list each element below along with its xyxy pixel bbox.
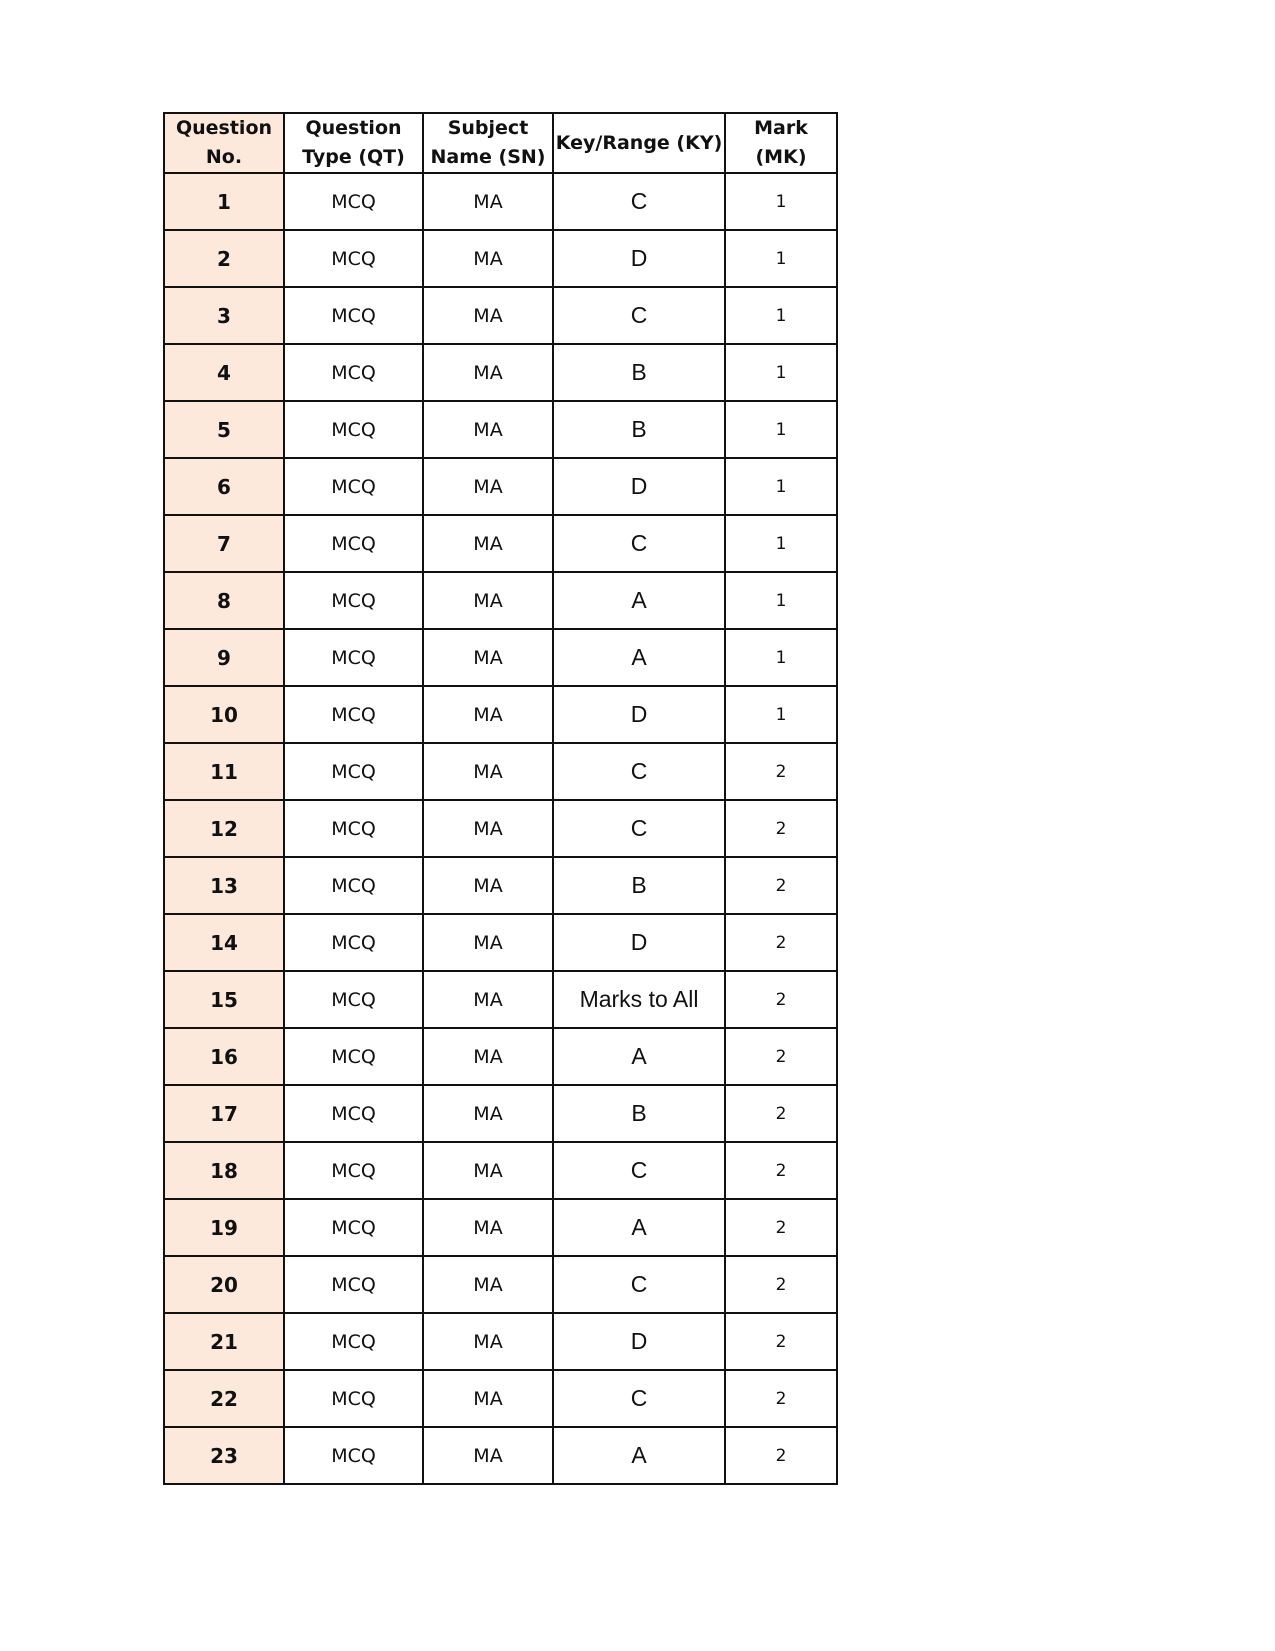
mark-cell: 2	[725, 1427, 837, 1484]
table-row	[164, 1028, 837, 1085]
mark-cell: 2	[725, 971, 837, 1028]
mark-cell: 1	[725, 686, 837, 743]
question-type-cell: MCQ	[284, 230, 423, 287]
question-type-cell: MCQ	[284, 1370, 423, 1427]
key-range-cell: D	[553, 1313, 725, 1370]
key-range-cell: C	[553, 1370, 725, 1427]
mark-cell: 2	[725, 1313, 837, 1370]
table-row	[164, 1142, 837, 1199]
mark-cell: 2	[725, 1199, 837, 1256]
question-no-cell: 4	[164, 344, 284, 401]
table-row	[164, 287, 837, 344]
table-row	[164, 1199, 837, 1256]
key-range-cell: D	[553, 686, 725, 743]
mark-cell: 2	[725, 800, 837, 857]
subject-name-cell: MA	[423, 1256, 553, 1313]
mark-cell: 2	[725, 1142, 837, 1199]
key-range-cell: B	[553, 344, 725, 401]
mark-cell: 2	[725, 1370, 837, 1427]
question-no-cell: 9	[164, 629, 284, 686]
key-range-cell: C	[553, 1256, 725, 1313]
table-row	[164, 743, 837, 800]
question-type-cell: MCQ	[284, 344, 423, 401]
subject-name-cell: MA	[423, 1199, 553, 1256]
header-mark: Mark (MK)	[725, 113, 837, 173]
subject-name-cell: MA	[423, 971, 553, 1028]
subject-name-cell: MA	[423, 458, 553, 515]
subject-name-cell: MA	[423, 344, 553, 401]
table-row	[164, 1313, 837, 1370]
key-range-cell: C	[553, 1142, 725, 1199]
key-range-cell: B	[553, 401, 725, 458]
table-row	[164, 572, 837, 629]
subject-name-cell: MA	[423, 173, 553, 230]
mark-cell: 1	[725, 287, 837, 344]
question-type-cell: MCQ	[284, 914, 423, 971]
mark-cell: 1	[725, 401, 837, 458]
mark-cell: 1	[725, 458, 837, 515]
question-type-cell: MCQ	[284, 1199, 423, 1256]
key-range-cell: C	[553, 173, 725, 230]
subject-name-cell: MA	[423, 800, 553, 857]
question-type-cell: MCQ	[284, 800, 423, 857]
mark-cell: 2	[725, 1256, 837, 1313]
key-range-cell: C	[553, 287, 725, 344]
key-range-cell: C	[553, 515, 725, 572]
table-row	[164, 857, 837, 914]
question-no-cell: 13	[164, 857, 284, 914]
subject-name-cell: MA	[423, 914, 553, 971]
question-no-cell: 14	[164, 914, 284, 971]
mark-cell: 2	[725, 857, 837, 914]
table-row	[164, 971, 837, 1028]
question-type-cell: MCQ	[284, 1085, 423, 1142]
question-no-cell: 3	[164, 287, 284, 344]
question-type-cell: MCQ	[284, 458, 423, 515]
key-range-cell: D	[553, 230, 725, 287]
mark-cell: 2	[725, 1085, 837, 1142]
table-row	[164, 1427, 837, 1484]
table-row	[164, 515, 837, 572]
question-type-cell: MCQ	[284, 1427, 423, 1484]
subject-name-cell: MA	[423, 686, 553, 743]
header-question-type	[284, 113, 423, 173]
subject-name-cell: MA	[423, 1427, 553, 1484]
question-no-cell: 1	[164, 173, 284, 230]
header-question-type-line2: Type (QT)	[302, 146, 405, 168]
table-row	[164, 344, 837, 401]
mark-cell: 1	[725, 344, 837, 401]
question-no-cell: 23	[164, 1427, 284, 1484]
question-no-cell: 6	[164, 458, 284, 515]
mark-cell: 1	[725, 515, 837, 572]
question-no-cell: 17	[164, 1085, 284, 1142]
key-range-cell: A	[553, 1199, 725, 1256]
question-type-cell: MCQ	[284, 515, 423, 572]
key-range-cell: Marks to All	[553, 971, 725, 1028]
mark-cell: 2	[725, 1028, 837, 1085]
table-row	[164, 1256, 837, 1313]
question-no-cell: 8	[164, 572, 284, 629]
table-row	[164, 1370, 837, 1427]
mark-cell: 1	[725, 629, 837, 686]
mark-cell: 2	[725, 743, 837, 800]
question-type-cell: MCQ	[284, 1028, 423, 1085]
subject-name-cell: MA	[423, 401, 553, 458]
table-row	[164, 1085, 837, 1142]
mark-cell: 2	[725, 914, 837, 971]
question-no-cell: 7	[164, 515, 284, 572]
key-range-cell: A	[553, 572, 725, 629]
question-type-cell: MCQ	[284, 572, 423, 629]
table-row	[164, 401, 837, 458]
subject-name-cell: MA	[423, 287, 553, 344]
subject-name-cell: MA	[423, 1142, 553, 1199]
subject-name-cell: MA	[423, 1313, 553, 1370]
mark-cell: 1	[725, 230, 837, 287]
table-row	[164, 173, 837, 230]
key-range-cell: A	[553, 1427, 725, 1484]
question-type-cell: MCQ	[284, 1256, 423, 1313]
key-range-cell: B	[553, 1085, 725, 1142]
key-range-cell: C	[553, 743, 725, 800]
question-no-cell: 2	[164, 230, 284, 287]
subject-name-cell: MA	[423, 1028, 553, 1085]
question-type-cell: MCQ	[284, 1313, 423, 1370]
header-subject-name-line1: Subject	[447, 117, 529, 139]
subject-name-cell: MA	[423, 1370, 553, 1427]
question-type-cell: MCQ	[284, 629, 423, 686]
subject-name-cell: MA	[423, 572, 553, 629]
question-type-cell: MCQ	[284, 857, 423, 914]
subject-name-cell: MA	[423, 230, 553, 287]
header-subject-name-line2: Name (SN)	[430, 146, 546, 168]
question-no-cell: 20	[164, 1256, 284, 1313]
table-row	[164, 458, 837, 515]
subject-name-cell: MA	[423, 515, 553, 572]
header-question-no	[164, 113, 284, 173]
table-body	[164, 173, 837, 1484]
question-no-cell: 21	[164, 1313, 284, 1370]
question-no-cell: 16	[164, 1028, 284, 1085]
header-question-no-line1: Question	[175, 117, 273, 139]
question-no-cell: 19	[164, 1199, 284, 1256]
question-no-cell: 11	[164, 743, 284, 800]
subject-name-cell: MA	[423, 743, 553, 800]
key-range-cell: D	[553, 458, 725, 515]
header-question-type-line1: Question	[305, 117, 402, 139]
key-range-cell: A	[553, 629, 725, 686]
table-header	[164, 113, 837, 173]
question-type-cell: MCQ	[284, 173, 423, 230]
question-no-cell: 15	[164, 971, 284, 1028]
table-row	[164, 629, 837, 686]
question-type-cell: MCQ	[284, 287, 423, 344]
subject-name-cell: MA	[423, 629, 553, 686]
mark-cell: 1	[725, 173, 837, 230]
question-type-cell: MCQ	[284, 743, 423, 800]
key-range-cell: B	[553, 857, 725, 914]
table-row	[164, 914, 837, 971]
mark-cell: 1	[725, 572, 837, 629]
question-no-cell: 10	[164, 686, 284, 743]
question-type-cell: MCQ	[284, 401, 423, 458]
question-no-cell: 22	[164, 1370, 284, 1427]
header-key-range: Key/Range (KY)	[553, 113, 725, 173]
table-row	[164, 686, 837, 743]
question-type-cell: MCQ	[284, 1142, 423, 1199]
key-range-cell: D	[553, 914, 725, 971]
question-no-cell: 5	[164, 401, 284, 458]
table-row	[164, 230, 837, 287]
header-subject-name	[423, 113, 553, 173]
subject-name-cell: MA	[423, 1085, 553, 1142]
question-type-cell: MCQ	[284, 971, 423, 1028]
question-no-cell: 18	[164, 1142, 284, 1199]
answer-key-table	[163, 112, 838, 1485]
question-type-cell: MCQ	[284, 686, 423, 743]
key-range-cell: A	[553, 1028, 725, 1085]
table-row	[164, 800, 837, 857]
header-row	[164, 113, 837, 173]
key-range-cell: C	[553, 800, 725, 857]
subject-name-cell: MA	[423, 857, 553, 914]
question-no-cell: 12	[164, 800, 284, 857]
header-question-no-line2: No.	[205, 146, 243, 168]
